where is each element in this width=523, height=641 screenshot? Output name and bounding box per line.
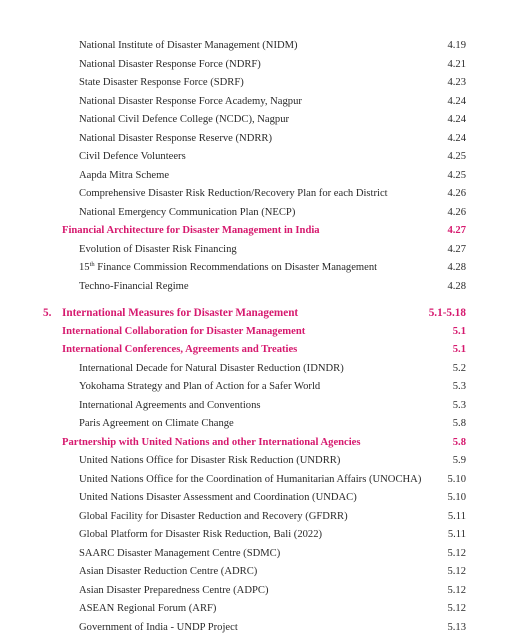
toc-entry[interactable] <box>0 93 523 112</box>
toc-entry[interactable] <box>0 600 523 619</box>
toc-entry[interactable] <box>0 452 523 471</box>
toc-heading-page: 4.27 <box>447 225 466 236</box>
toc-entry-page: 4.21 <box>447 58 466 70</box>
toc-chapter-heading[interactable] <box>0 304 523 323</box>
toc-entry[interactable] <box>0 378 523 397</box>
toc-entry-page: 5.10 <box>447 492 466 503</box>
toc-entry[interactable] <box>0 278 523 297</box>
toc-section-heading[interactable] <box>0 222 523 241</box>
toc-entry-label: National Institute of Disaster Management (NIDM) <box>79 40 298 51</box>
toc-entry[interactable] <box>0 241 523 260</box>
toc-entry[interactable] <box>0 148 523 167</box>
toc-entry-label: Aapda Mitra Scheme <box>79 169 170 181</box>
toc-entry[interactable] <box>0 360 523 379</box>
toc-entry-label: National Emergency Communication Plan (NECP) <box>79 206 296 218</box>
toc-section-heading[interactable] <box>0 341 523 360</box>
toc-section-heading[interactable] <box>0 323 523 342</box>
ordinal-number: 15 <box>79 262 90 273</box>
toc-entry[interactable] <box>0 582 523 601</box>
toc-entry[interactable] <box>0 489 523 508</box>
toc-entry-label: ASEAN Regional Forum (ARF) <box>79 603 217 614</box>
toc-entry-label: National Disaster Response Force (NDRF) <box>79 58 261 70</box>
toc-entry[interactable] <box>0 37 523 56</box>
toc-heading-label: Financial Architecture for Disaster Management in India <box>62 225 320 236</box>
toc-entry-label: State Disaster Response Force (SDRF) <box>79 77 244 88</box>
toc-entry-label: SAARC Disaster Management Centre (SDMC) <box>79 547 281 559</box>
toc-entry[interactable] <box>0 563 523 582</box>
toc-entry-label: National Civil Defence College (NCDC), Nagpur <box>79 114 290 125</box>
toc-entry-label: United Nations Office for the Coordination of Humanitarian Affairs (UNOCHA) <box>79 473 422 485</box>
toc-entry-page: 5.11 <box>447 510 466 522</box>
toc-entry-page: 4.24 <box>447 114 466 125</box>
toc-entry[interactable] <box>0 167 523 186</box>
toc-entry-label: Yokohama Strategy and Plan of Action for a Safer World <box>79 381 321 392</box>
toc-entry-label: Comprehensive Disaster Risk Reduction/Recovery Plan for each District <box>79 188 388 199</box>
toc-heading-page: 5.1 <box>452 325 466 337</box>
toc-heading-page: 5.1 <box>452 344 466 355</box>
toc-entry-page: 4.28 <box>447 262 466 273</box>
toc-entry-label: Civil Defence Volunteers <box>79 151 186 162</box>
chapter-number: 5. <box>43 307 52 319</box>
toc-entry[interactable] <box>0 619 523 638</box>
toc-entry-page: 5.12 <box>447 584 466 596</box>
toc-entry[interactable] <box>0 111 523 130</box>
toc-entry-page: 4.28 <box>447 280 466 292</box>
ordinal-suffix: th <box>89 261 95 268</box>
toc-heading-label: International Collaboration for Disaster Management <box>62 325 306 337</box>
toc-entry[interactable] <box>0 471 523 490</box>
toc-heading-label: International Conferences, Agreements and Treaties <box>62 344 298 355</box>
toc-entry-page: 5.11 <box>447 529 466 540</box>
toc-entry[interactable] <box>0 397 523 416</box>
toc-entry[interactable] <box>0 259 523 278</box>
toc-entry[interactable] <box>0 545 523 564</box>
toc-entry-label <box>79 259 377 278</box>
toc-entry-label-rest: Finance Commission Recommendations on Disaster Management <box>94 262 378 273</box>
toc-entry-page: 5.12 <box>447 547 466 559</box>
toc-entry[interactable] <box>0 526 523 545</box>
toc-entry-page: 4.24 <box>447 132 466 144</box>
toc-entry[interactable] <box>0 185 523 204</box>
toc-entry[interactable] <box>0 56 523 75</box>
toc-entry-label: Asian Disaster Reduction Centre (ADRC) <box>79 566 258 577</box>
toc-entry[interactable] <box>0 74 523 93</box>
toc-entry-page: 5.9 <box>452 455 466 466</box>
toc-heading-page: 5.8 <box>452 436 466 448</box>
toc-entry-label: Evolution of Disaster Risk Financing <box>79 243 237 255</box>
toc-entry-page: 4.25 <box>447 151 466 162</box>
toc-entry-label: Global Facility for Disaster Reduction and Recovery (GFDRR) <box>79 510 348 522</box>
toc-entry-page: 4.23 <box>447 77 466 88</box>
toc-entry-page: 5.12 <box>447 566 466 577</box>
toc-heading-label: Partnership with United Nations and other International Agencies <box>62 436 361 448</box>
toc-entry-page: 5.8 <box>452 418 466 429</box>
toc-entry-label: Paris Agreement on Climate Change <box>79 418 234 429</box>
toc-entry-page: 5.10 <box>447 473 466 485</box>
toc-entry-label: International Agreements and Conventions <box>79 399 261 411</box>
toc-entry-label: Asian Disaster Preparedness Centre (ADPC) <box>79 584 269 596</box>
toc-entry-page: 4.27 <box>447 243 466 255</box>
table-of-contents <box>0 37 523 637</box>
toc-entry-label: National Disaster Response Reserve (NDRR) <box>79 132 272 144</box>
toc-entry-label: Techno-Financial Regime <box>79 280 189 292</box>
chapter-title: International Measures for Disaster Management <box>62 307 299 319</box>
toc-entry-label: United Nations Disaster Assessment and Coordination (UNDAC) <box>79 492 357 503</box>
toc-entry[interactable] <box>0 130 523 149</box>
toc-entry-label: Government of India - UNDP Project <box>79 621 238 633</box>
toc-entry-page: 4.26 <box>447 206 466 218</box>
toc-entry-page: 4.24 <box>447 95 466 107</box>
toc-entry-label: United Nations Office for Disaster Risk Reduction (UNDRR) <box>79 455 341 466</box>
toc-entry-page: 5.13 <box>447 621 466 633</box>
toc-entry-label: International Decade for Natural Disaster Reduction (IDNDR) <box>79 362 344 374</box>
toc-entry[interactable] <box>0 508 523 527</box>
toc-section-heading[interactable] <box>0 434 523 453</box>
toc-entry-page: 5.12 <box>447 603 466 614</box>
toc-entry-page: 5.3 <box>452 381 466 392</box>
toc-entry-label: National Disaster Response Force Academy, Nagpur <box>79 95 302 107</box>
toc-entry-page: 5.3 <box>452 399 466 411</box>
toc-entry[interactable] <box>0 415 523 434</box>
toc-entry-page: 4.26 <box>447 188 466 199</box>
toc-entry[interactable] <box>0 204 523 223</box>
toc-entry-page: 4.19 <box>447 40 466 51</box>
toc-entry-page: 4.25 <box>447 169 466 181</box>
toc-entry-label: Global Platform for Disaster Risk Reduction, Bali (2022) <box>79 529 323 540</box>
toc-entry-page: 5.2 <box>452 362 466 374</box>
chapter-page-range: 5.1-5.18 <box>428 307 466 319</box>
